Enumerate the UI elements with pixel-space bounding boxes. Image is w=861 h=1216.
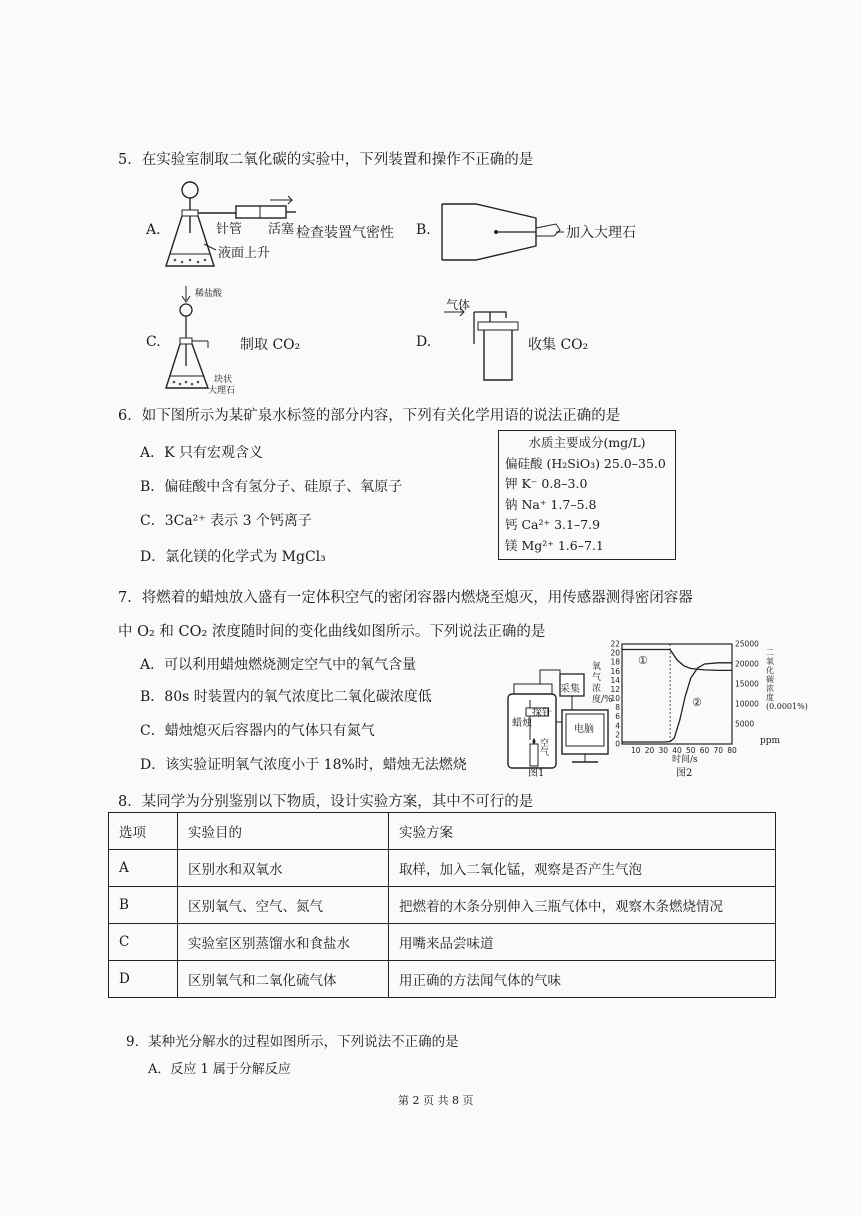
fig2-curve1-label: ① — [638, 654, 648, 667]
table-cell: 用正确的方法闻气体的气味 — [389, 961, 776, 998]
q9-stem: 9．某种光分解水的过程如图所示，下列说法不正确的是 — [126, 1034, 459, 1050]
table-row — [109, 887, 776, 924]
y-tick-label: 10 — [610, 694, 620, 704]
x-tick-label: 80 — [727, 746, 737, 755]
q5-c-text: 制取 CO₂ — [240, 337, 301, 353]
q5-a-needle-label: 针管 — [216, 222, 243, 237]
water-label-row: 钾 K⁻ 0.8–3.0 — [505, 476, 588, 491]
y2-tick-label: 20000 — [735, 659, 759, 669]
fig1-candle-label: 蜡烛 — [512, 718, 532, 729]
q5-a-text: 检查装置气密性 — [296, 225, 394, 241]
q5-d-apparatus — [440, 300, 530, 388]
table-row — [109, 850, 776, 887]
q7-option-d: D．该实验证明氧气浓度小于 18%时，蜡烛无法燃烧 — [140, 757, 467, 773]
y-tick-label: 6 — [615, 712, 620, 722]
q5-a-letter: A. — [146, 222, 161, 238]
q6-option-c: C．3Ca²⁺ 表示 3 个钙离子 — [140, 513, 312, 529]
y-tick-label: 8 — [615, 703, 620, 713]
x-tick-label: 10 — [630, 746, 641, 755]
y-tick-label: 18 — [610, 657, 620, 667]
table-cell: 用嘴来品尝味道 — [389, 924, 776, 961]
water-label-row: 钙 Ca²⁺ 3.1–7.9 — [505, 517, 601, 532]
q5-c-marble-label: 大理石 — [208, 386, 236, 396]
y-tick-label: 22 — [610, 639, 620, 649]
water-label-row: 偏硅酸 (H₂SiO₃) 25.0–35.0 — [505, 455, 666, 471]
q9-option-a: A．反应 1 属于分解反应 — [148, 1062, 291, 1077]
q7-option-a: A．可以利用蜡烛燃烧测定空气中的氧气含量 — [140, 657, 417, 673]
fig2-caption: 图2 — [676, 768, 693, 779]
fig1-caption: 图1 — [528, 768, 545, 779]
q7-stem-line1: 7．将燃着的蜡烛放入盛有一定体积空气的密闭容器内燃烧至熄灭，用传感器测得密闭容器 — [118, 590, 693, 606]
x-tick-label: 20 — [644, 746, 655, 755]
table-header-row — [109, 813, 776, 850]
table-row — [109, 961, 776, 998]
x-tick-label: 50 — [685, 746, 696, 755]
y2-tick-label: 5000 — [735, 719, 755, 729]
x-tick-label: 70 — [713, 746, 724, 755]
y2-tick-label: 25000 — [735, 639, 759, 649]
q5-c-apparatus — [162, 284, 222, 396]
y-tick-label: 4 — [615, 721, 620, 731]
q6-stem: 6．如下图所示为某矿泉水标签的部分内容，下列有关化学用语的说法正确的是 — [118, 408, 621, 424]
y-tick-label: 16 — [610, 666, 620, 676]
fig1-computer-label: 电脑 — [574, 724, 594, 735]
y2-tick-label: 15000 — [735, 679, 759, 689]
fig1-air-label: 空气 — [540, 739, 550, 758]
y-tick-label: 14 — [610, 675, 620, 685]
table-cell: 实验室区别蒸馏水和食盐水 — [178, 924, 389, 961]
fig2-left-axis-label: 氧气浓度/% — [592, 662, 613, 705]
q5-b-letter: B. — [416, 222, 431, 238]
q5-a-piston-label: 活塞 — [268, 222, 295, 237]
q5-c-acid-label: 稀盐酸 — [195, 289, 223, 299]
q5-c-letter: C. — [146, 334, 161, 350]
fig1-collector-label: 采集 — [560, 684, 580, 695]
y-tick-label: 2 — [615, 730, 620, 740]
x-tick-label: 60 — [699, 746, 710, 755]
fig2-curve2-label: ② — [692, 696, 702, 709]
q6-option-b: B．偏硅酸中含有氢分子、硅原子、氧原子 — [140, 479, 403, 495]
water-label-row: 镁 Mg²⁺ 1.6–7.1 — [505, 537, 604, 553]
table-cell: B — [109, 887, 178, 924]
table-row — [109, 924, 776, 961]
table-cell: C — [109, 924, 178, 961]
table-cell: 区别水和双氧水 — [178, 850, 389, 887]
x-tick-label: 40 — [672, 746, 682, 755]
table-cell: A — [109, 850, 178, 887]
q8-stem: 8．某同学为分别鉴别以下物质，设计实验方案，其中不可行的是 — [118, 794, 534, 810]
y-tick-label: 0 — [615, 739, 620, 749]
chart-series-co2-line — [622, 663, 732, 742]
fig2-right-unit: ppm — [760, 736, 781, 746]
table-cell: 把燃着的木条分别伸入三瓶气体中，观察木条燃烧情况 — [389, 887, 776, 924]
water-label-row: 钠 Na⁺ 1.7–5.8 — [505, 496, 597, 512]
q7-option-c: C．蜡烛熄灭后容器内的气体只有氮气 — [140, 723, 375, 739]
x-tick-label: 30 — [658, 746, 669, 755]
q5-c-lump-label: 块状 — [214, 375, 233, 385]
table-cell: 区别氧气、空气、氮气 — [178, 887, 389, 924]
table-cell: 区别氧气和二氧化硫气体 — [178, 961, 389, 998]
table-cell: D — [109, 961, 178, 998]
q5-d-gas-label: 气体 — [446, 298, 471, 312]
q5-d-text: 收集 CO₂ — [528, 337, 589, 353]
y-tick-label: 12 — [610, 684, 620, 694]
q7-stem-line2: 中 O₂ 和 CO₂ 浓度随时间的变化曲线如图所示。下列说法正确的是 — [118, 624, 546, 640]
q5-stem: 5．在实验室制取二氧化碳的实验中，下列装置和操作不正确的是 — [118, 152, 534, 168]
y-tick-label: 20 — [610, 648, 620, 658]
y2-tick-label: 10000 — [735, 699, 759, 709]
q5-d-letter: D. — [416, 334, 432, 350]
q5-b-apparatus — [436, 196, 576, 268]
q5-b-text: 加入大理石 — [566, 225, 636, 241]
water-label-title: 水质主要成分(mg/L) — [528, 435, 646, 450]
fig2-right-axis-label: 二氧化碳浓度(0.0001%) — [766, 648, 808, 711]
q8-table — [108, 812, 776, 998]
table-cell: 取样，加入二氧化锰，观察是否产生气泡 — [389, 850, 776, 887]
page-footer: 第 2 页 共 8 页 — [398, 1094, 474, 1107]
q5-a-rise-label: 液面上升 — [218, 246, 271, 261]
fig2-xlabel: 时间/s — [672, 755, 698, 765]
water-label-box — [498, 430, 676, 560]
q6-option-a: A．K 只有宏观含义 — [140, 445, 264, 461]
q6-option-d: D．氯化镁的化学式为 MgCl₃ — [140, 549, 326, 565]
table-header-cell: 实验方案 — [389, 813, 776, 850]
fig1-probe-label: 探针 — [532, 708, 552, 719]
table-header-cell: 选项 — [109, 813, 178, 850]
q7-option-b: B．80s 时装置内的氧气浓度比二氧化碳浓度低 — [140, 689, 432, 705]
table-header-cell: 实验目的 — [178, 813, 389, 850]
